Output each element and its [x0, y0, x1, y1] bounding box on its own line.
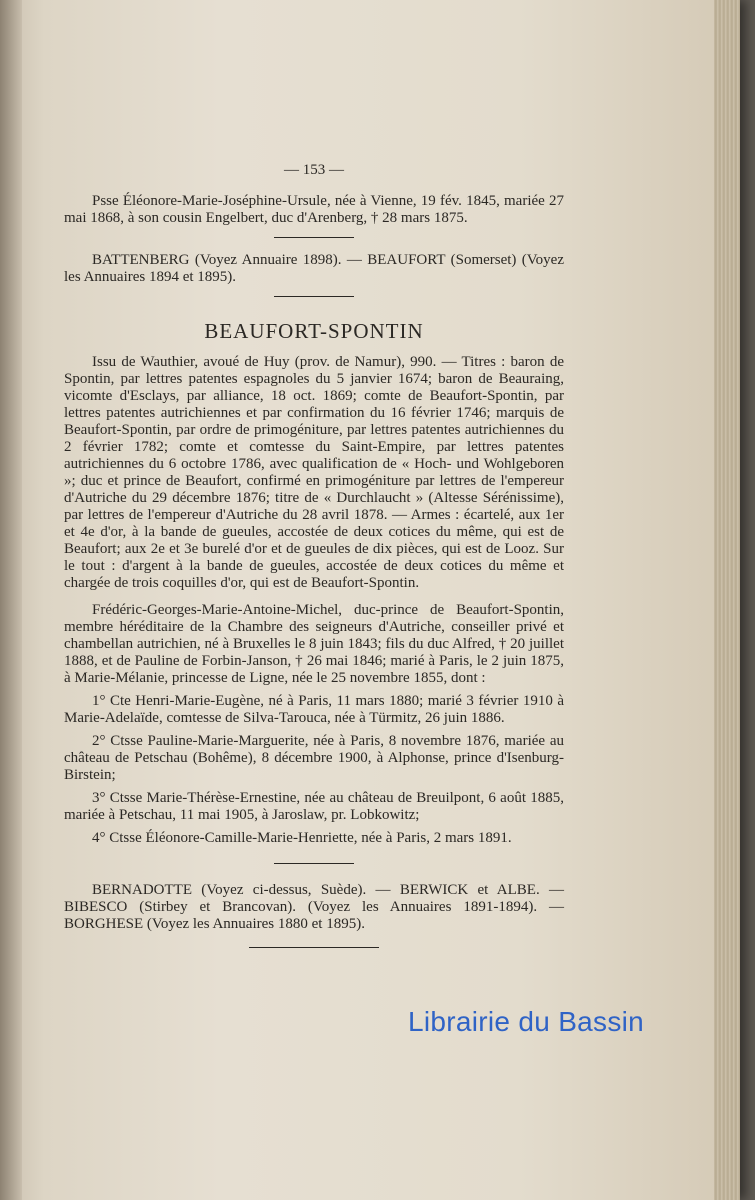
spacer	[64, 592, 564, 602]
page-number: — 153 —	[284, 162, 344, 178]
arenberg-entry: Psse Éléonore-Marie-Joséphine-Ursule, née à Vienne, 19 fév. 1845, mariée 27 mai 1868, à son cousin Engelbert, duc d'Arenberg, † 28 mars 1875.	[64, 193, 564, 226]
head-of-family-entry: Frédéric-Georges-Marie-Antoine-Michel, duc-prince de Beaufort-Spontin, membre héréditaire de la Chambre des seigneurs d'Autriche, conseiller privé et chambellan autrichien, né à Bruxelles le 8 juin 1843; fils du duc Alfred, † 20 juillet 1888, et de Pauline de Forbin-Janson, † 26 mai 1846; marié à Paris, le 2 juin 1875, à Marie-Mélanie, princesse de Ligne, née le 25 novembre 1855, dont :	[64, 602, 564, 686]
watermark-logo: Librairie du Bassin	[408, 1006, 645, 1037]
divider	[274, 863, 354, 864]
child-entry: 2° Ctsse Pauline-Marie-Marguerite, née à Paris, 8 novembre 1876, mariée au château de Petschau (Bohême), 8 décembre 1900, à Alphonse, prince d'Isenburg-Birstein;	[64, 733, 564, 783]
child-entry: 1° Cte Henri-Marie-Eugène, né à Paris, 11 mars 1880; marié 3 février 1910 à Marie-Adelaïde, comtesse de Silva-Tarouca, née à Türmitz, 26 juin 1886.	[64, 693, 564, 726]
book-gutter	[0, 0, 22, 1200]
divider	[274, 237, 354, 238]
page-edges	[714, 0, 740, 1200]
footer-references: BERNADOTTE (Voyez ci-dessus, Suède). — BERWICK et ALBE. — BIBESCO (Stirbey et Brancovan). (Voyez les Annuaires 1891-1894). — BORGHESE (Voyez les Annuaires 1880 et 1895).	[64, 882, 564, 932]
battenberg-entry: BATTENBERG (Voyez Annuaire 1898). — BEAUFORT (Somerset) (Voyez les Annuaires 1894 et 1895).	[64, 252, 564, 285]
divider	[249, 947, 379, 948]
child-entry: 3° Ctsse Marie-Thérèse-Ernestine, née au château de Breuilpont, 6 août 1885, mariée à Petschau, 11 mai 1905, à Jaroslaw, pr. Lobkowitz;	[64, 790, 564, 823]
child-entry: 4° Ctsse Éléonore-Camille-Marie-Henriette, née à Paris, 2 mars 1891.	[92, 830, 512, 846]
family-intro: Issu de Wauthier, avoué de Huy (prov. de Namur), 990. — Titres : baron de Spontin, par lettres patentes espagnoles du 5 janvier 1674; baron de Beauraing, vicomte d'Esclays, par alliance, 18 oct. 1869; comte de Beaufort-Spontin, par lettres patentes autrichiennes et par confirmation du 16 février 1746; marquis de Beaufort-Spontin, par ordre de primogéniture, par lettres patentes autrichiennes du 2 février 1782; comte et comtesse du Saint-Empire, par lettres patentes autrichiennes du 6 octobre 1786, avec qualification de « Hoch- und Wohlgeboren »; duc et prince de Beaufort, confirmé en primogéniture par lettres de l'empereur d'Autriche du 29 décembre 1876; titre de « Durchlaucht » (Altesse Sérénissime), par lettres de l'empereur d'Autriche du 28 avril 1878. — Armes : écartelé, aux 1er et 4e d'or, à la bande de gueules, accostée de deux cotices du même, qui est de Beaufort; aux 2e et 3e burelé d'or et de gueules de dix pièces, qui est de Looz. Sur le tout : d'argent à la bande de gueules, accostée de deux cotices du même et chargée de trois coquilles d'or, qui est de Beaufort-Spontin.	[64, 354, 564, 591]
divider	[274, 296, 354, 297]
page-content	[64, 162, 564, 962]
section-title: BEAUFORT-SPONTIN	[204, 319, 424, 343]
